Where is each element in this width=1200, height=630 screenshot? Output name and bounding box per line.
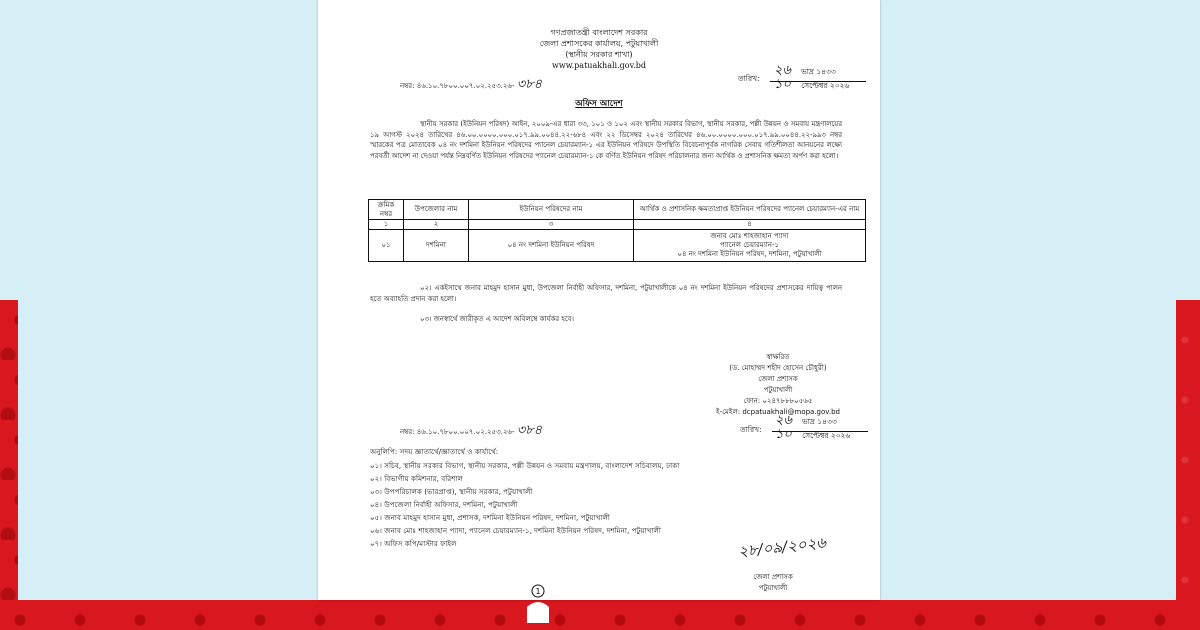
bottom-signature-block <box>728 572 818 594</box>
cell-union: ০৪ নং দশমিনা ইউনিয়ন পরিষদ <box>469 230 634 262</box>
memo-date-top-copy <box>775 413 837 428</box>
officer-designation: জেলা প্রশাসক <box>758 375 798 383</box>
date-bangla: ভাদ্র ১৪৩৩ <box>801 67 836 76</box>
list-item: ০৩। উপপরিচালক (ভারপ্রাপ্ত), স্থানীয় সরকার, পটুয়াখালী <box>370 487 533 496</box>
th-chairman: আর্থিক ও প্রশাসনিক ক্ষমতাপ্রাপ্ত ইউনিয়ন পরিষদের প্যানেল চেয়ারম্যান-এর নাম <box>634 200 866 220</box>
section-header-line3: (স্থানীয় সরকার শাখা) <box>565 50 633 59</box>
memo-date-top <box>774 63 836 78</box>
officer-email[interactable]: ই-মেইল: dcpatuakhali@mopa.gov.bd <box>716 408 840 416</box>
handwritten-signature: ২৮/০৯/২০২৬ <box>737 533 827 561</box>
chairman-title: প্যানেল চেয়ারম্যান-১ <box>719 241 780 249</box>
th-upazila: উপজেলার নাম <box>404 200 469 220</box>
office-header-line2: জেলা প্রশাসকের কার্যালয়, পটুয়াখালী <box>539 39 659 48</box>
chairman-union: ০৪ নং দশমিনা ইউনিয়ন পরিষদ, দশমিনা, পটুয়াখালী <box>677 250 822 258</box>
memo-number-label: নম্বর: ৪৬.১০.৭৮০০.০০৭.০২.২৫৩.২৬- <box>400 82 515 90</box>
date-english-copy: সেপ্টেম্বর ২০২৬ <box>802 431 851 440</box>
memo-number <box>400 77 543 92</box>
th-num-4: ৪ <box>634 220 866 230</box>
order-title: অফিস আদেশ <box>575 99 623 109</box>
officer-phone: ফোন: ০২৪৭৮৮৮০৫৬৫ <box>743 397 813 405</box>
scanned-document <box>318 0 880 600</box>
date-handwritten-1-copy: ২৬ <box>775 413 792 428</box>
list-item: ০৪। উপজেলা নির্বাহী অফিসার, দশমিনা, পটুয়াখালী <box>370 500 518 509</box>
cell-upazila: দশমিনা <box>404 230 469 262</box>
order-body-paragraph: স্থানীয় সরকার (ইউনিয়ন পরিষদ) আইন, ২০০৯-এর ধারা ৩৩, ১০১ ও ১০২ এবং স্থানীয় সরকার বিভাগ, স্থানীয় সরকার, পল্লী উন্নয়ন ও সমবায় মন্ত্রণালয়ের ১৯ আগস্ট ২০২৪ তারিখের ৪৬.০০.০০০০.০০০.০১৭.৯৯.০০৪৪.২২-৬৮৪ এবং ২২ ডিসেম্বর ২০২৪ তারিখের ৪৬.০০.০০০০.০০০.০১৭.৯৯.০০৪৪.২২-৯৯৩ নম্বর স্মারকের পত্র মোতাবেক ০৪ নং দশমিনা ইউনিয়ন পরিষদের প্যানেল চেয়ারম্যান-১ এর ইউনিয়ন পরিষদে উপস্থিতি বিবেচনাপূর্বক নাগরিক সেবায় গতিশীলতা আনয়নের লক্ষ্যে পরবর্তী আদেশ না দেওয়া পর্যন্ত নিম্নবর্ণিত ইউনিয়ন পরিষদের প্যানেল চেয়ারম্যান-১ কে বর্ণিত ইউনিয়ন পরিষদ পরিচালনার জন্য আর্থিক ও প্রশাসনিক ক্ষমতা অর্পণ করা হলো। <box>370 120 842 160</box>
chairman-name: জনাব মোঃ শাহজাহান প্যাদা <box>710 232 789 240</box>
date-divider <box>770 81 866 82</box>
list-item: ০১। সচিব, স্থানীয় সরকার বিভাগ, স্থানীয় সরকার, পল্লী উন্নয়ন ও সমবায় মন্ত্রণালয়, বাংলাদেশ সচিবালয়, ঢাকা <box>370 461 680 470</box>
svg-text:1: 1 <box>535 587 541 596</box>
memo-number-copy <box>400 423 543 438</box>
th-num-3: ৩ <box>469 220 634 230</box>
signed-label: স্বাক্ষরিত <box>766 353 790 361</box>
date-handwritten-1: ২৬ <box>774 63 791 78</box>
signature-block <box>688 352 868 418</box>
date-divider-copy <box>772 431 868 432</box>
table-row <box>369 230 866 262</box>
officer-district: পটুয়াখালী <box>763 386 793 394</box>
bottom-designation: জেলা প্রশাসক <box>753 573 793 581</box>
th-serial: ক্রমিক নম্বর <box>369 200 404 220</box>
date-handwritten-2: ১০ <box>774 77 791 92</box>
date-english: সেপ্টেম্বর ২০২৬ <box>801 81 850 90</box>
list-item: ০৭। অফিস কপি/মাস্টার ফাইল <box>370 539 457 548</box>
list-item: ০২। বিভাগীয় কমিশনার, বরিশাল <box>370 474 463 483</box>
date-handwritten-2-copy: ১০ <box>775 427 792 442</box>
paragraph-02: ০২। একইসাথে জনাব মাহমুদ হাসান মুধা, উপজেলা নির্বাহী অফিসার, দশমিনা, পটুয়াখালীকে ০৪ নং দশমিনা ইউনিয়ন পরিষদের প্রশাসকের দায়িত্ব পালন হতে অব্যাহতি প্রদান করা হলো। <box>370 284 842 303</box>
bottom-district: পটুয়াখালী <box>758 584 788 592</box>
memo-number-label-copy: নম্বর: ৪৬.১০.৭৮০০.০০৭.০২.২৫৩.২৬- <box>400 428 515 436</box>
memo-number-handwritten: ৩৮৪ <box>516 77 543 92</box>
govt-header-line1: গণপ্রজাতন্ত্রী বাংলাদেশ সরকার <box>550 28 648 37</box>
paragraph-03: ০৩। জনস্বার্থে জারীকৃত এ আদেশ অবিলম্বে কার্যকর হবে। <box>420 315 574 323</box>
cell-chairman <box>634 230 866 262</box>
list-item: ০৫। জনাব মাহমুদ হাসান মুধা, প্রশাসক, দশমিনা ইউনিয়ন পরিষদ, দশমিনা, পটুয়াখালী <box>370 513 610 522</box>
copy-intro: অনুলিপি: সদয় জ্ঞাতার্থে/জ্ঞাতার্থে ও কার্যার্থে: <box>370 447 499 456</box>
date-bangla-copy: ভাদ্র ১৪৩৩ <box>802 417 837 426</box>
th-union: ইউনিয়ন পরিষদের নাম <box>469 200 634 220</box>
website-link[interactable]: www.patuakhali.gov.bd <box>552 61 646 70</box>
memo-date-label-copy: তারিখ: <box>740 425 762 434</box>
th-num-1: ১ <box>369 220 404 230</box>
officer-name: (ড. মোহাম্মদ শহীদ হোসেন চৌধুরী) <box>729 364 827 372</box>
memo-number-handwritten-copy: ৩৮৪ <box>516 423 543 438</box>
publisher-logo-icon <box>524 583 552 623</box>
memo-date-label: তারিখ: <box>738 74 760 83</box>
th-num-2: ২ <box>404 220 469 230</box>
panel-chairman-table <box>368 199 866 262</box>
list-item: ০৬। জনাব মোঃ শাহজাহান প্যাদা, প্যানেল চেয়ারম্যান-১, দশমিনা ইউনিয়ন পরিষদ, দশমিনা, পটুয়াখালী <box>370 526 661 535</box>
cell-serial: ০১ <box>369 230 404 262</box>
